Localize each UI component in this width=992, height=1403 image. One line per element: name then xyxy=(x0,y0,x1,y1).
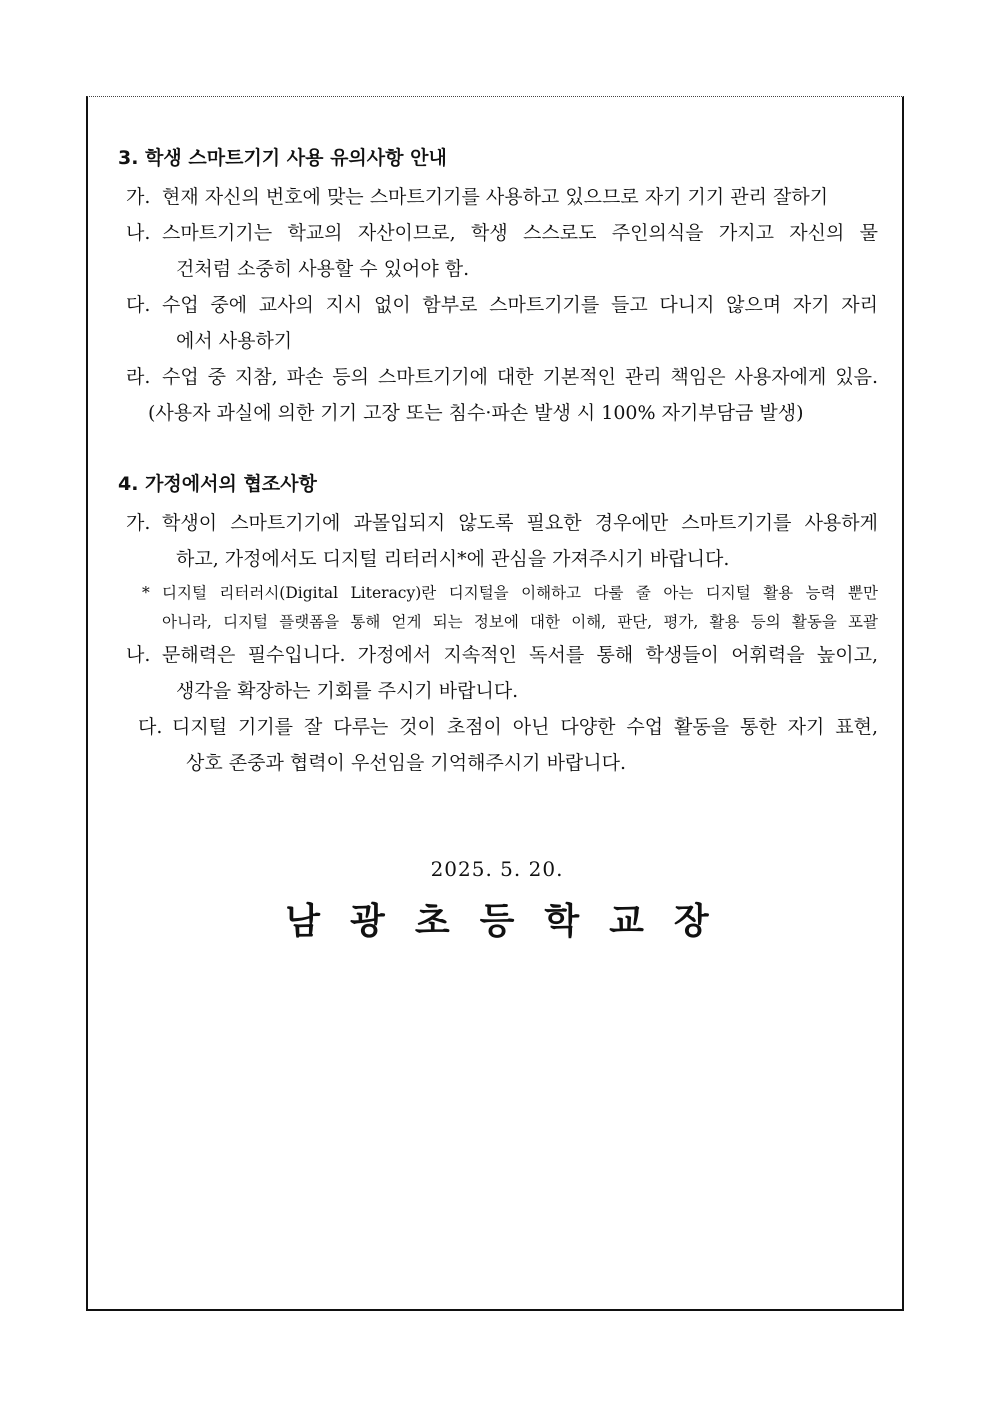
document-frame xyxy=(86,96,904,1311)
item-label: 가. xyxy=(126,512,151,534)
section-3-title: 3. 학생 스마트기기 사용 유의사항 안내 xyxy=(118,147,447,169)
footnote-text: 디지털 리터러시(Digital Literacy)란 디지털을 이해하고 다룰 줄 아는 디지털 활용 능력 뿐만 xyxy=(162,584,878,602)
item-text: 문해력은 필수입니다. 가정에서 지속적인 독서를 통해 학생들이 어휘력을 높이고, xyxy=(162,644,878,666)
school-principal-signature: 남광초등학교장 xyxy=(285,901,739,942)
item-text: 수업 중에 교사의 지시 없이 함부로 스마트기기를 들고 다니지 않으며 자기 자리 xyxy=(162,294,878,316)
item-label: 나. xyxy=(126,222,151,244)
section-3-item-da xyxy=(118,287,878,359)
digital-literacy-footnote xyxy=(118,579,878,637)
document-date: 2025. 5. 20. xyxy=(430,857,564,881)
section-4-item-da xyxy=(118,709,878,781)
section-3-item-na xyxy=(118,215,878,287)
item-text: 수업 중 지참, 파손 등의 스마트기기에 대한 기본적인 관리 책임은 사용자에게 있음. xyxy=(162,366,878,388)
section-3-item-ra xyxy=(118,359,878,395)
footnote-text-continued: 아니라, 디지털 플랫폼을 통해 얻게 되는 정보에 대한 이해, 판단, 평가, 활용 등의 활동을 포괄 xyxy=(162,613,878,631)
item-text-continued: 생각을 확장하는 기회를 주시기 바랍니다. xyxy=(176,680,519,702)
item-text: 학생이 스마트기기에 과몰입되지 않도록 필요한 경우에만 스마트기기를 사용하게 xyxy=(162,512,878,534)
section-4-item-ga xyxy=(118,505,878,577)
item-text-continued: 건처럼 소중히 사용할 수 있어야 함. xyxy=(176,258,470,280)
section-gap xyxy=(118,431,878,471)
footnote-mark: * xyxy=(142,584,150,602)
item-label: 가. xyxy=(126,186,151,208)
item-text: 스마트기기는 학교의 자산이므로, 학생 스스로도 주인의식을 가지고 자신의 물 xyxy=(162,222,878,244)
item-label: 라. xyxy=(126,366,151,388)
item-text: 디지털 기기를 잘 다루는 것이 초점이 아닌 다양한 수업 활동을 통한 자기 표현, xyxy=(172,716,878,738)
item-text-continued: 에서 사용하기 xyxy=(176,330,293,352)
item-text: 현재 자신의 번호에 맞는 스마트기기를 사용하고 있으므로 자기 기기 관리 잘하기 xyxy=(162,186,829,208)
item-label: 나. xyxy=(126,644,151,666)
item-text-continued: 상호 존중과 협력이 우선임을 기억해주시기 바랍니다. xyxy=(186,752,627,774)
section-4-title: 4. 가정에서의 협조사항 xyxy=(118,473,317,495)
document-content xyxy=(118,145,878,781)
item-text-continued: 하고, 가정에서도 디지털 리터러시*에 관심을 가져주시기 바랍니다. xyxy=(176,548,730,570)
section-3-item-ga xyxy=(118,179,878,215)
item-label: 다. xyxy=(126,294,151,316)
item-label: 다. xyxy=(138,716,163,738)
section-3-paren-note: (사용자 과실에 의한 기기 고장 또는 침수·파손 발생 시 100% 자기부담금 발생) xyxy=(148,402,804,424)
section-4-item-na xyxy=(118,637,878,709)
